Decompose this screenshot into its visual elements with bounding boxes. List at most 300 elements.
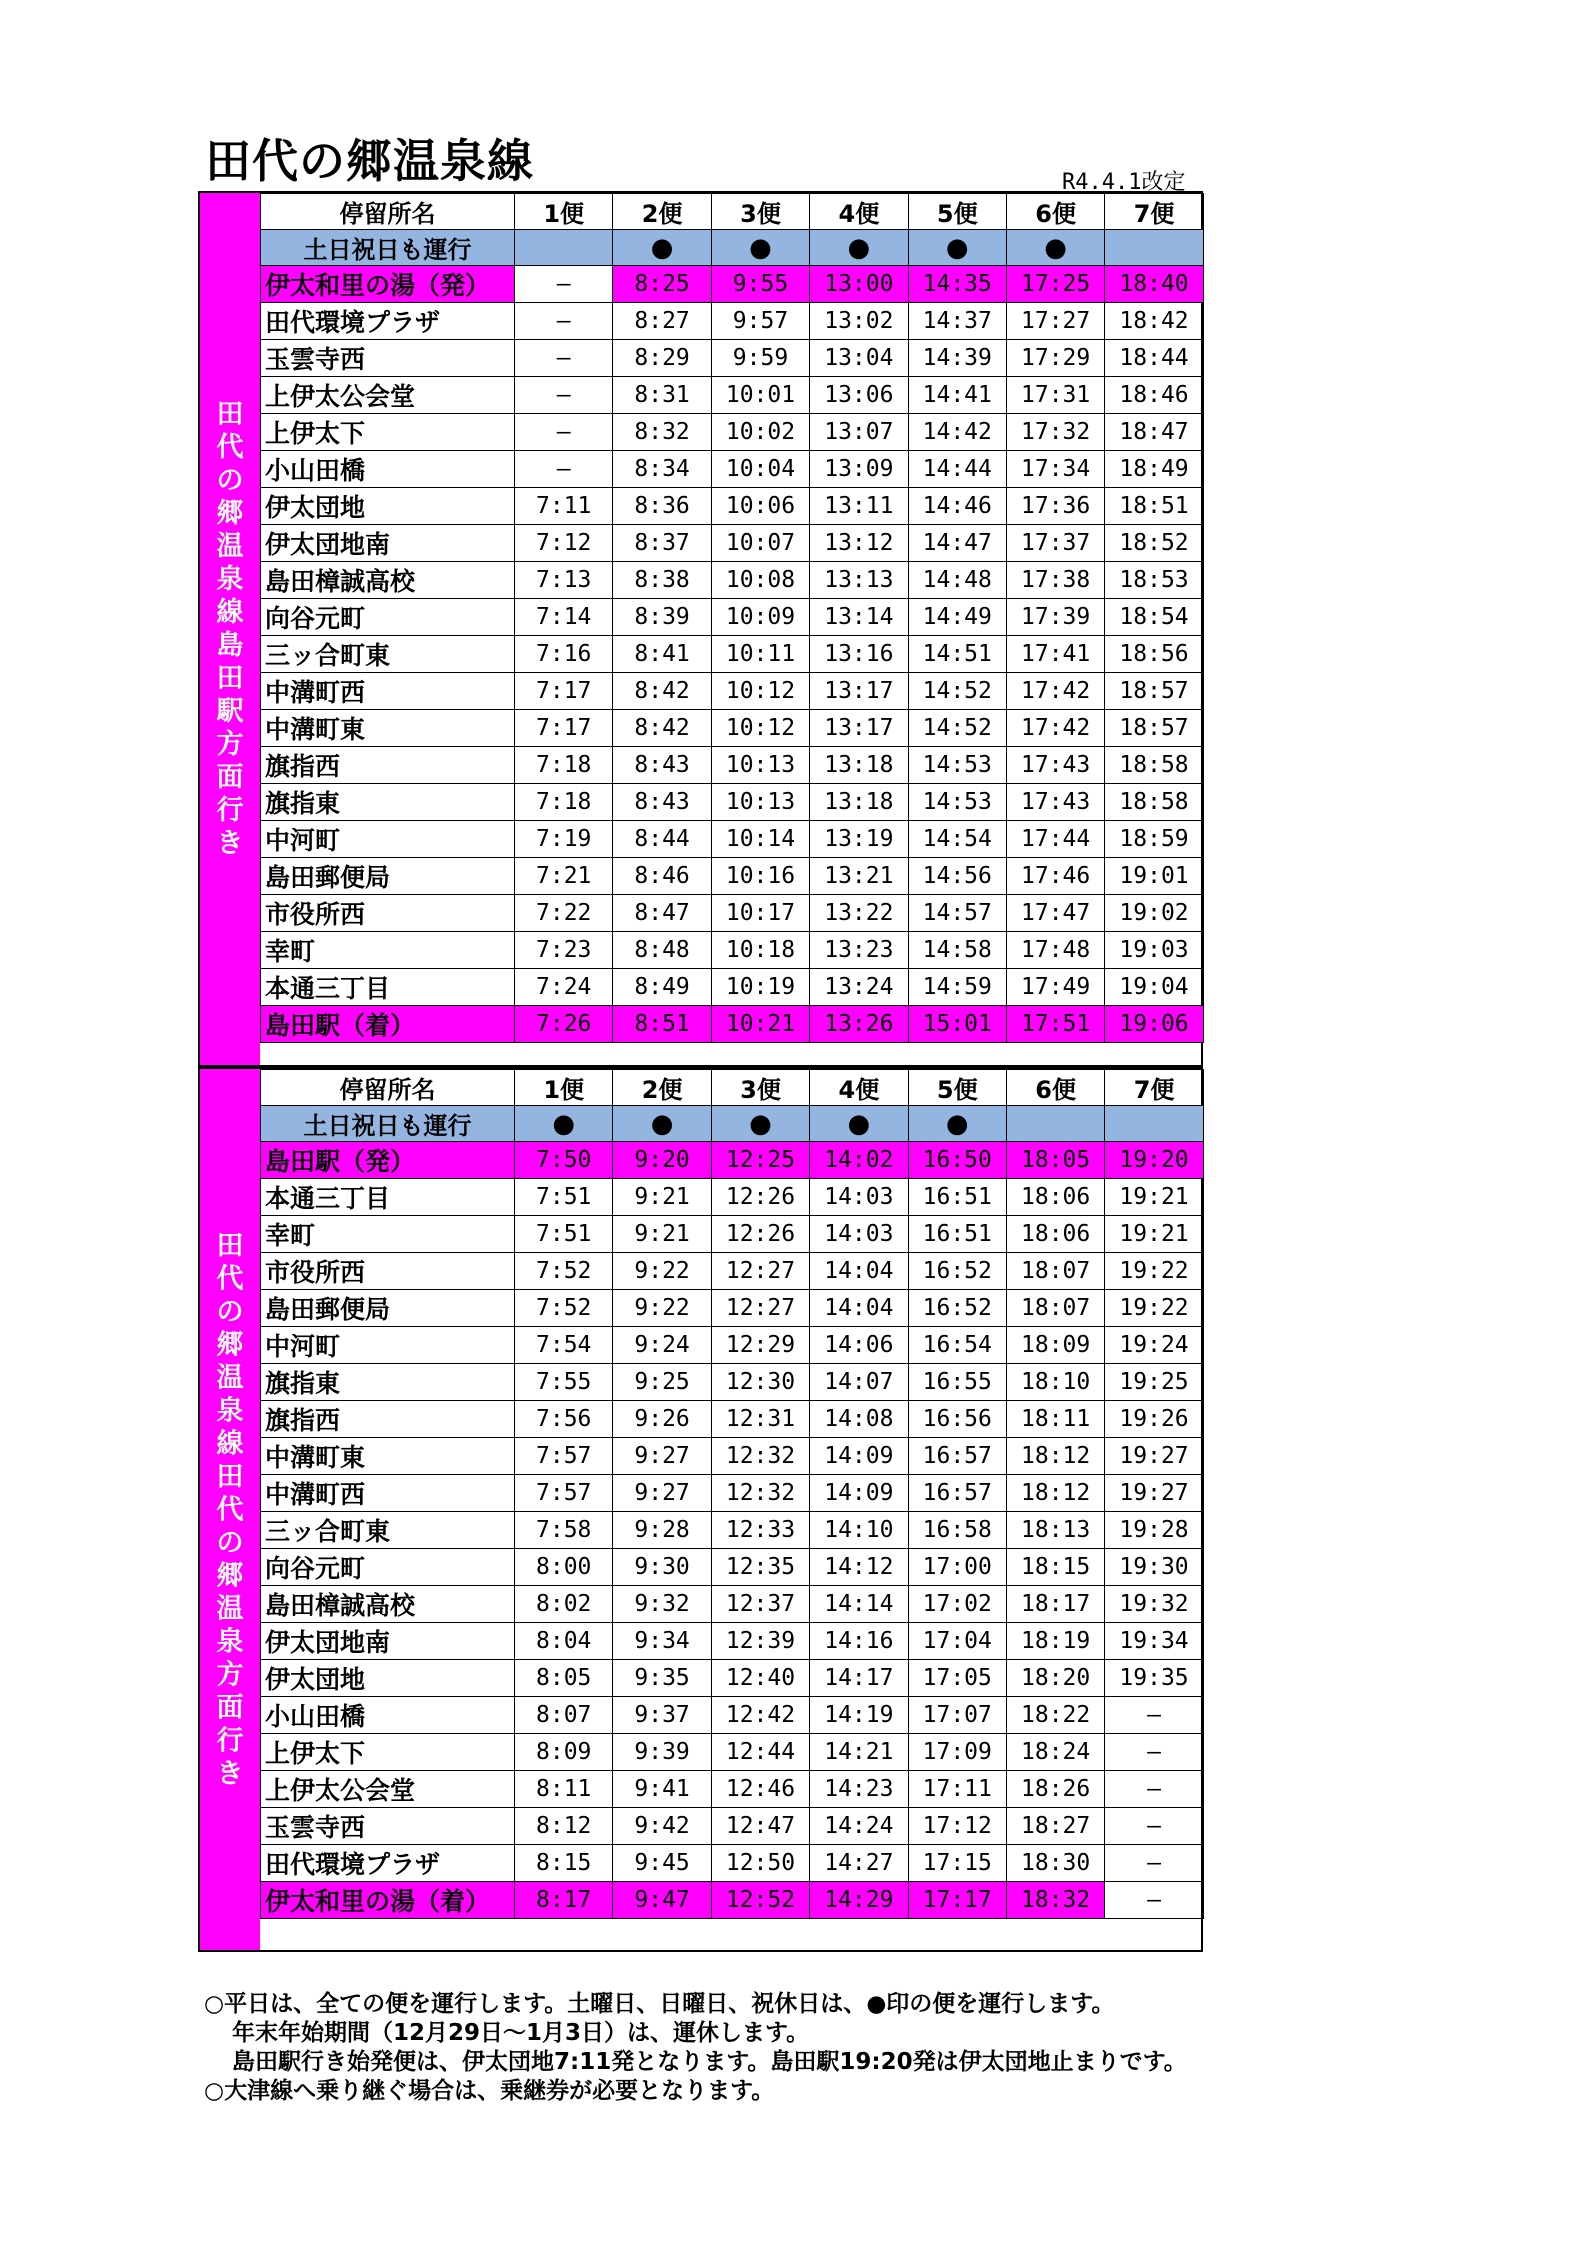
departure-time: 13:21 bbox=[810, 858, 908, 895]
stop-name: 本通三丁目 bbox=[261, 1179, 515, 1216]
departure-time: 17:07 bbox=[908, 1697, 1006, 1734]
departure-time: 18:53 bbox=[1105, 562, 1203, 599]
departure-time: 19:01 bbox=[1105, 858, 1203, 895]
departure-time: 9:27 bbox=[613, 1475, 711, 1512]
departure-time: 15:01 bbox=[908, 1006, 1006, 1043]
departure-time: 18:17 bbox=[1006, 1586, 1104, 1623]
weekend-mark: ● bbox=[908, 1106, 1006, 1142]
departure-time: 9:42 bbox=[613, 1808, 711, 1845]
stop-name: 伊太和里の湯（着） bbox=[261, 1882, 515, 1919]
departure-time: 17:02 bbox=[908, 1586, 1006, 1623]
stop-row bbox=[261, 1512, 1204, 1549]
departure-time: 9:55 bbox=[711, 266, 809, 303]
stop-row bbox=[261, 562, 1204, 599]
stop-row bbox=[261, 710, 1204, 747]
outbound-direction-band bbox=[200, 1069, 260, 1950]
departure-time: 17:51 bbox=[1006, 1006, 1104, 1043]
stop-row bbox=[261, 488, 1204, 525]
departure-time: — bbox=[1105, 1771, 1203, 1808]
departure-time: 19:21 bbox=[1105, 1216, 1203, 1253]
stop-name: 旗指西 bbox=[261, 1401, 515, 1438]
departure-time: 8:31 bbox=[613, 377, 711, 414]
departure-time: 17:15 bbox=[908, 1845, 1006, 1882]
departure-time: 16:55 bbox=[908, 1364, 1006, 1401]
departure-time: 14:49 bbox=[908, 599, 1006, 636]
departure-time: 18:10 bbox=[1006, 1364, 1104, 1401]
stop-name: 幸町 bbox=[261, 1216, 515, 1253]
departure-time: 13:12 bbox=[810, 525, 908, 562]
trip-column-header: 4便 bbox=[810, 194, 908, 230]
departure-time: 9:45 bbox=[613, 1845, 711, 1882]
stop-row bbox=[261, 303, 1204, 340]
departure-time: 18:07 bbox=[1006, 1253, 1104, 1290]
departure-time: 9:30 bbox=[613, 1549, 711, 1586]
departure-time: 12:26 bbox=[711, 1216, 809, 1253]
departure-time: 9:22 bbox=[613, 1253, 711, 1290]
weekend-mark: ● bbox=[908, 230, 1006, 266]
stop-name: 中河町 bbox=[261, 1327, 515, 1364]
stop-name: 伊太団地 bbox=[261, 1660, 515, 1697]
departure-time: 12:44 bbox=[711, 1734, 809, 1771]
departure-time: 9:59 bbox=[711, 340, 809, 377]
departure-time: 17:46 bbox=[1006, 858, 1104, 895]
departure-time: 14:24 bbox=[810, 1808, 908, 1845]
trip-column-header: 7便 bbox=[1105, 1070, 1203, 1106]
departure-time: 17:00 bbox=[908, 1549, 1006, 1586]
departure-time: 13:19 bbox=[810, 821, 908, 858]
stop-row bbox=[261, 858, 1204, 895]
departure-time: 18:30 bbox=[1006, 1845, 1104, 1882]
departure-time: — bbox=[515, 451, 613, 488]
departure-time: 18:54 bbox=[1105, 599, 1203, 636]
stop-row bbox=[261, 1142, 1204, 1179]
stop-row bbox=[261, 1438, 1204, 1475]
departure-time: 14:17 bbox=[810, 1660, 908, 1697]
departure-time: 9:25 bbox=[613, 1364, 711, 1401]
departure-time: 14:52 bbox=[908, 710, 1006, 747]
stop-name: 島田樟誠高校 bbox=[261, 1586, 515, 1623]
weekend-mark: ● bbox=[810, 1106, 908, 1142]
departure-time: 8:09 bbox=[515, 1734, 613, 1771]
departure-time: 19:34 bbox=[1105, 1623, 1203, 1660]
stop-name: 中溝町西 bbox=[261, 673, 515, 710]
departure-time: 18:59 bbox=[1105, 821, 1203, 858]
departure-time: 10:21 bbox=[711, 1006, 809, 1043]
stop-row bbox=[261, 1660, 1204, 1697]
departure-time: 18:57 bbox=[1105, 710, 1203, 747]
departure-time: 13:23 bbox=[810, 932, 908, 969]
departure-time: 10:14 bbox=[711, 821, 809, 858]
departure-time: 14:23 bbox=[810, 1771, 908, 1808]
departure-time: 8:07 bbox=[515, 1697, 613, 1734]
departure-time: 18:20 bbox=[1006, 1660, 1104, 1697]
stop-row bbox=[261, 1882, 1204, 1919]
departure-time: 19:06 bbox=[1105, 1006, 1203, 1043]
departure-time: 17:04 bbox=[908, 1623, 1006, 1660]
departure-time: 19:04 bbox=[1105, 969, 1203, 1006]
departure-time: 19:24 bbox=[1105, 1327, 1203, 1364]
departure-time: 17:12 bbox=[908, 1808, 1006, 1845]
departure-time: — bbox=[1105, 1734, 1203, 1771]
departure-time: 19:32 bbox=[1105, 1586, 1203, 1623]
departure-time: 18:12 bbox=[1006, 1438, 1104, 1475]
departure-time: 18:22 bbox=[1006, 1697, 1104, 1734]
page-title: 田代の郷温泉線 bbox=[205, 134, 534, 188]
departure-time: 16:57 bbox=[908, 1475, 1006, 1512]
departure-time: 17:11 bbox=[908, 1771, 1006, 1808]
departure-time: 17:32 bbox=[1006, 414, 1104, 451]
departure-time: 14:54 bbox=[908, 821, 1006, 858]
departure-time: 14:14 bbox=[810, 1586, 908, 1623]
trip-column-header: 6便 bbox=[1006, 194, 1104, 230]
stop-name: 島田郵便局 bbox=[261, 858, 515, 895]
departure-time: 7:22 bbox=[515, 895, 613, 932]
departure-time: 14:42 bbox=[908, 414, 1006, 451]
stop-row bbox=[261, 1253, 1204, 1290]
trip-column-header: 3便 bbox=[711, 1070, 809, 1106]
stop-name: 島田駅（着） bbox=[261, 1006, 515, 1043]
departure-time: 19:20 bbox=[1105, 1142, 1203, 1179]
stop-name: 島田郵便局 bbox=[261, 1290, 515, 1327]
departure-time: 18:32 bbox=[1006, 1882, 1104, 1919]
stop-name: 中溝町東 bbox=[261, 710, 515, 747]
departure-time: 16:54 bbox=[908, 1327, 1006, 1364]
departure-time: 12:37 bbox=[711, 1586, 809, 1623]
stop-column-header: 停留所名 bbox=[261, 1070, 515, 1106]
stop-name: 市役所西 bbox=[261, 1253, 515, 1290]
departure-time: 9:37 bbox=[613, 1697, 711, 1734]
departure-time: 17:36 bbox=[1006, 488, 1104, 525]
departure-time: 9:35 bbox=[613, 1660, 711, 1697]
departure-time: 14:12 bbox=[810, 1549, 908, 1586]
departure-time: 8:02 bbox=[515, 1586, 613, 1623]
departure-time: 7:26 bbox=[515, 1006, 613, 1043]
departure-time: 14:59 bbox=[908, 969, 1006, 1006]
stop-row bbox=[261, 636, 1204, 673]
departure-time: 17:44 bbox=[1006, 821, 1104, 858]
departure-time: 12:40 bbox=[711, 1660, 809, 1697]
departure-time: 17:17 bbox=[908, 1882, 1006, 1919]
departure-time: 16:50 bbox=[908, 1142, 1006, 1179]
stop-row bbox=[261, 414, 1204, 451]
note-line: ○平日は、全ての便を運行します。土曜日、日曜日、祝休日は、●印の便を運行します。 bbox=[204, 1991, 1115, 2017]
departure-time: 18:56 bbox=[1105, 636, 1203, 673]
departure-time: 12:50 bbox=[711, 1845, 809, 1882]
departure-time: 17:39 bbox=[1006, 599, 1104, 636]
departure-time: 18:19 bbox=[1006, 1623, 1104, 1660]
departure-time: 14:29 bbox=[810, 1882, 908, 1919]
departure-time: 17:48 bbox=[1006, 932, 1104, 969]
departure-time: 13:22 bbox=[810, 895, 908, 932]
departure-time: 18:42 bbox=[1105, 303, 1203, 340]
stop-name: 上伊太公会堂 bbox=[261, 377, 515, 414]
departure-time: 8:36 bbox=[613, 488, 711, 525]
departure-time: 10:09 bbox=[711, 599, 809, 636]
departure-time: 19:22 bbox=[1105, 1253, 1203, 1290]
departure-time: — bbox=[515, 266, 613, 303]
stop-name: 伊太団地南 bbox=[261, 1623, 515, 1660]
departure-time: 7:18 bbox=[515, 747, 613, 784]
departure-time: 16:52 bbox=[908, 1253, 1006, 1290]
stop-name: 幸町 bbox=[261, 932, 515, 969]
stop-row bbox=[261, 895, 1204, 932]
departure-time: 8:00 bbox=[515, 1549, 613, 1586]
inbound-direction-label: 田代の郷温泉線 島田駅方面行き bbox=[216, 399, 244, 859]
departure-time: 17:09 bbox=[908, 1734, 1006, 1771]
departure-time: 8:37 bbox=[613, 525, 711, 562]
weekend-service-row bbox=[261, 230, 1204, 266]
departure-time: 14:44 bbox=[908, 451, 1006, 488]
departure-time: 7:52 bbox=[515, 1253, 613, 1290]
departure-time: 8:46 bbox=[613, 858, 711, 895]
departure-time: 19:27 bbox=[1105, 1475, 1203, 1512]
departure-time: 9:41 bbox=[613, 1771, 711, 1808]
departure-time: 13:18 bbox=[810, 747, 908, 784]
stop-name: 玉雲寺西 bbox=[261, 340, 515, 377]
departure-time: 18:06 bbox=[1006, 1216, 1104, 1253]
departure-time: 7:23 bbox=[515, 932, 613, 969]
departure-time: 8:44 bbox=[613, 821, 711, 858]
stop-row bbox=[261, 377, 1204, 414]
departure-time: 8:43 bbox=[613, 784, 711, 821]
departure-time: 10:11 bbox=[711, 636, 809, 673]
departure-time: 17:47 bbox=[1006, 895, 1104, 932]
departure-time: 7:57 bbox=[515, 1438, 613, 1475]
departure-time: 14:39 bbox=[908, 340, 1006, 377]
departure-time: 10:04 bbox=[711, 451, 809, 488]
departure-time: 19:25 bbox=[1105, 1364, 1203, 1401]
departure-time: 8:47 bbox=[613, 895, 711, 932]
departure-time: 16:58 bbox=[908, 1512, 1006, 1549]
departure-time: 19:02 bbox=[1105, 895, 1203, 932]
departure-time: 13:14 bbox=[810, 599, 908, 636]
departure-time: 9:27 bbox=[613, 1438, 711, 1475]
departure-time: 16:56 bbox=[908, 1401, 1006, 1438]
departure-time: 14:03 bbox=[810, 1179, 908, 1216]
departure-time: 12:26 bbox=[711, 1179, 809, 1216]
departure-time: 14:02 bbox=[810, 1142, 908, 1179]
departure-time: 8:29 bbox=[613, 340, 711, 377]
stop-name: 島田駅（発） bbox=[261, 1142, 515, 1179]
departure-time: 7:55 bbox=[515, 1364, 613, 1401]
departure-time: 13:07 bbox=[810, 414, 908, 451]
departure-time: 8:04 bbox=[515, 1623, 613, 1660]
departure-time: 13:17 bbox=[810, 710, 908, 747]
departure-time: 19:22 bbox=[1105, 1290, 1203, 1327]
departure-time: 7:51 bbox=[515, 1216, 613, 1253]
stop-row bbox=[261, 1734, 1204, 1771]
departure-time: 17:27 bbox=[1006, 303, 1104, 340]
departure-time: 10:13 bbox=[711, 784, 809, 821]
departure-time: 10:12 bbox=[711, 710, 809, 747]
departure-time: 9:57 bbox=[711, 303, 809, 340]
departure-time: 9:20 bbox=[613, 1142, 711, 1179]
stop-name: 上伊太下 bbox=[261, 414, 515, 451]
trip-column-header: 5便 bbox=[908, 1070, 1006, 1106]
departure-time: 9:39 bbox=[613, 1734, 711, 1771]
departure-time: 12:46 bbox=[711, 1771, 809, 1808]
departure-time: 19:27 bbox=[1105, 1438, 1203, 1475]
inbound-timetable bbox=[260, 193, 1204, 1043]
revision-date: R4.4.1改定 bbox=[1062, 170, 1186, 195]
departure-time: — bbox=[515, 303, 613, 340]
departure-time: 18:07 bbox=[1006, 1290, 1104, 1327]
departure-time: — bbox=[515, 377, 613, 414]
departure-time: 9:21 bbox=[613, 1216, 711, 1253]
departure-time: 13:16 bbox=[810, 636, 908, 673]
departure-time: — bbox=[515, 414, 613, 451]
departure-time: 18:26 bbox=[1006, 1771, 1104, 1808]
departure-time: 7:11 bbox=[515, 488, 613, 525]
stop-name: 上伊太下 bbox=[261, 1734, 515, 1771]
departure-time: 14:58 bbox=[908, 932, 1006, 969]
departure-time: 13:17 bbox=[810, 673, 908, 710]
stop-name: 伊太団地南 bbox=[261, 525, 515, 562]
departure-time: 13:13 bbox=[810, 562, 908, 599]
departure-time: 18:49 bbox=[1105, 451, 1203, 488]
departure-time: 17:34 bbox=[1006, 451, 1104, 488]
stop-row bbox=[261, 266, 1204, 303]
trip-column-header: 6便 bbox=[1006, 1070, 1104, 1106]
note-line: ○大津線へ乗り継ぐ場合は、乗継券が必要となります。 bbox=[204, 2078, 775, 2104]
departure-time: 17:37 bbox=[1006, 525, 1104, 562]
departure-time: 8:05 bbox=[515, 1660, 613, 1697]
departure-time: 18:40 bbox=[1105, 266, 1203, 303]
departure-time: 19:26 bbox=[1105, 1401, 1203, 1438]
departure-time: 12:32 bbox=[711, 1438, 809, 1475]
departure-time: 14:53 bbox=[908, 784, 1006, 821]
stop-name: 上伊太公会堂 bbox=[261, 1771, 515, 1808]
departure-time: 14:08 bbox=[810, 1401, 908, 1438]
departure-time: 8:42 bbox=[613, 673, 711, 710]
departure-time: 18:09 bbox=[1006, 1327, 1104, 1364]
departure-time: 14:07 bbox=[810, 1364, 908, 1401]
stop-name: 三ッ合町東 bbox=[261, 636, 515, 673]
stop-name: 中溝町東 bbox=[261, 1438, 515, 1475]
weekend-mark: ● bbox=[515, 1106, 613, 1142]
departure-time: 18:12 bbox=[1006, 1475, 1104, 1512]
inbound-direction-band bbox=[200, 193, 260, 1065]
departure-time: 7:14 bbox=[515, 599, 613, 636]
weekend-mark bbox=[1006, 1106, 1104, 1142]
notes bbox=[204, 1990, 1187, 2106]
departure-time: 14:57 bbox=[908, 895, 1006, 932]
departure-time: 18:52 bbox=[1105, 525, 1203, 562]
departure-time: 14:46 bbox=[908, 488, 1006, 525]
departure-time: 8:42 bbox=[613, 710, 711, 747]
departure-time: 13:04 bbox=[810, 340, 908, 377]
weekend-mark: ● bbox=[810, 230, 908, 266]
departure-time: 7:50 bbox=[515, 1142, 613, 1179]
trip-column-header: 2便 bbox=[613, 194, 711, 230]
departure-time: 17:42 bbox=[1006, 673, 1104, 710]
weekend-service-label: 土日祝日も運行 bbox=[261, 230, 515, 266]
departure-time: 8:39 bbox=[613, 599, 711, 636]
departure-time: 16:57 bbox=[908, 1438, 1006, 1475]
departure-time: 13:11 bbox=[810, 488, 908, 525]
departure-time: 9:26 bbox=[613, 1401, 711, 1438]
departure-time: 9:24 bbox=[613, 1327, 711, 1364]
trip-column-header: 5便 bbox=[908, 194, 1006, 230]
departure-time: 7:17 bbox=[515, 673, 613, 710]
stop-name: 田代環境プラザ bbox=[261, 1845, 515, 1882]
departure-time: 9:22 bbox=[613, 1290, 711, 1327]
departure-time: — bbox=[1105, 1882, 1203, 1919]
departure-time: 10:16 bbox=[711, 858, 809, 895]
departure-time: 13:00 bbox=[810, 266, 908, 303]
departure-time: 8:15 bbox=[515, 1845, 613, 1882]
stop-row bbox=[261, 747, 1204, 784]
stop-row bbox=[261, 1586, 1204, 1623]
departure-time: 10:17 bbox=[711, 895, 809, 932]
stop-name: 向谷元町 bbox=[261, 1549, 515, 1586]
departure-time: 18:44 bbox=[1105, 340, 1203, 377]
stop-row bbox=[261, 1697, 1204, 1734]
departure-time: 12:29 bbox=[711, 1327, 809, 1364]
weekend-service-row bbox=[261, 1106, 1204, 1142]
stop-row bbox=[261, 1216, 1204, 1253]
departure-time: 14:19 bbox=[810, 1697, 908, 1734]
departure-time: 17:49 bbox=[1006, 969, 1104, 1006]
departure-time: 19:21 bbox=[1105, 1179, 1203, 1216]
departure-time: 12:31 bbox=[711, 1401, 809, 1438]
departure-time: 9:32 bbox=[613, 1586, 711, 1623]
departure-time: 16:52 bbox=[908, 1290, 1006, 1327]
departure-time: 7:13 bbox=[515, 562, 613, 599]
departure-time: 8:25 bbox=[613, 266, 711, 303]
departure-time: 19:28 bbox=[1105, 1512, 1203, 1549]
departure-time: 7:24 bbox=[515, 969, 613, 1006]
header-row bbox=[261, 194, 1204, 230]
departure-time: 18:15 bbox=[1006, 1549, 1104, 1586]
stop-name: 玉雲寺西 bbox=[261, 1808, 515, 1845]
departure-time: 10:07 bbox=[711, 525, 809, 562]
departure-time: 12:52 bbox=[711, 1882, 809, 1919]
weekend-mark bbox=[515, 230, 613, 266]
outbound-timetable bbox=[260, 1069, 1204, 1919]
departure-time: 12:39 bbox=[711, 1623, 809, 1660]
departure-time: 13:18 bbox=[810, 784, 908, 821]
departure-time: 12:47 bbox=[711, 1808, 809, 1845]
outbound-direction-label: 田代の郷温泉線 田代の郷温泉方面行き bbox=[216, 1230, 244, 1789]
header-row bbox=[261, 1070, 1204, 1106]
departure-time: 14:51 bbox=[908, 636, 1006, 673]
weekend-mark: ● bbox=[711, 1106, 809, 1142]
weekend-mark: ● bbox=[1006, 230, 1104, 266]
departure-time: 17:43 bbox=[1006, 784, 1104, 821]
departure-time: 7:17 bbox=[515, 710, 613, 747]
departure-time: 14:21 bbox=[810, 1734, 908, 1771]
stop-name: 中溝町西 bbox=[261, 1475, 515, 1512]
departure-time: 13:06 bbox=[810, 377, 908, 414]
stop-name: 旗指東 bbox=[261, 1364, 515, 1401]
departure-time: 12:33 bbox=[711, 1512, 809, 1549]
departure-time: 14:48 bbox=[908, 562, 1006, 599]
departure-time: 10:02 bbox=[711, 414, 809, 451]
departure-time: 8:51 bbox=[613, 1006, 711, 1043]
departure-time: 12:30 bbox=[711, 1364, 809, 1401]
departure-time: 7:16 bbox=[515, 636, 613, 673]
stop-name: 小山田橋 bbox=[261, 451, 515, 488]
departure-time: 18:13 bbox=[1006, 1512, 1104, 1549]
stop-row bbox=[261, 340, 1204, 377]
stop-row bbox=[261, 1006, 1204, 1043]
stop-row bbox=[261, 1179, 1204, 1216]
departure-time: 8:12 bbox=[515, 1808, 613, 1845]
departure-time: 10:18 bbox=[711, 932, 809, 969]
departure-time: 7:58 bbox=[515, 1512, 613, 1549]
departure-time: 9:21 bbox=[613, 1179, 711, 1216]
